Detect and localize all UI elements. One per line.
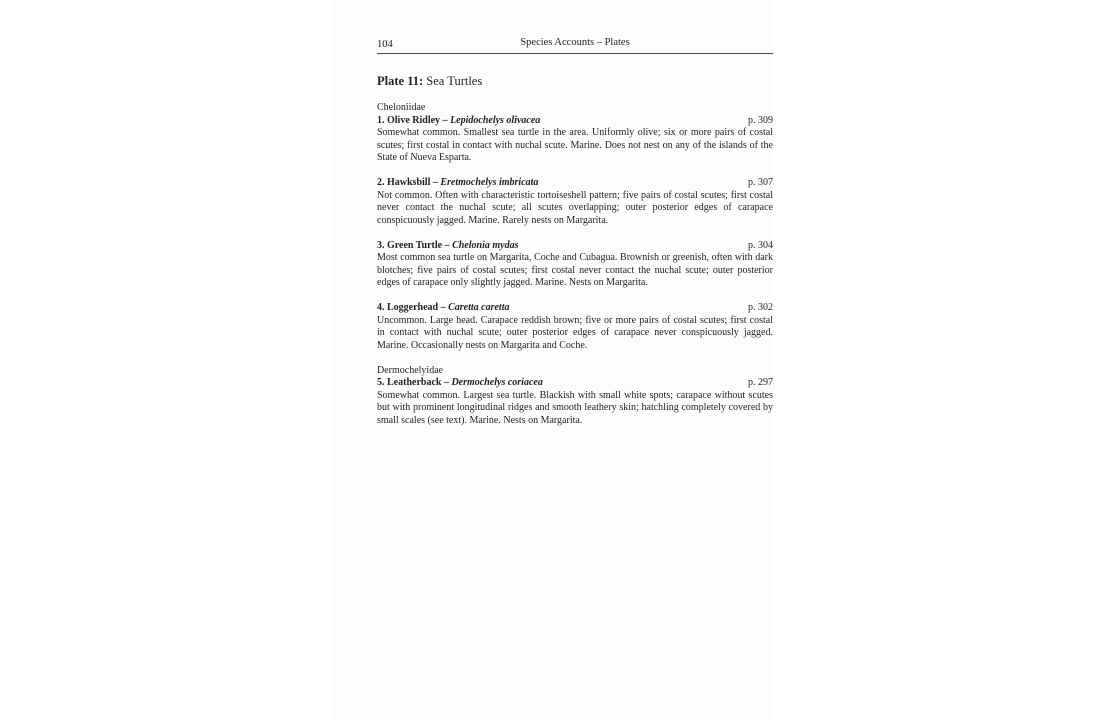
species-description: Not common. Often with characteristic tortoiseshell pattern; five pairs of costal scutes; first costal never contact the nuchal scute; all scutes overlapping; outer posterior edges of carapace conspicuously jagged. Marine. Rarely nests on Margarita. xyxy=(377,189,773,226)
species-entry-loggerhead xyxy=(377,302,773,352)
page-reference: p. 304 xyxy=(748,239,773,251)
species-common-name: 3. Green Turtle xyxy=(377,239,443,251)
plate-content xyxy=(377,73,773,440)
plate-title-text: Sea Turtles xyxy=(426,74,483,88)
species-scientific-name: Chelonia mydas xyxy=(452,239,519,251)
page-reference: p. 307 xyxy=(748,177,773,188)
species-scientific-name: Caretta caretta xyxy=(448,302,510,313)
page-number: 104 xyxy=(377,39,393,50)
species-entry-green-turtle xyxy=(377,240,773,290)
species-common-name: 2. Hawksbill xyxy=(377,177,431,188)
name-separator: – xyxy=(430,177,441,188)
page-reference: p. 309 xyxy=(748,114,773,126)
species-description: Most common sea turtle on Margarita, Coche and Cubagua. Brownish or greenish, often with dark blotches; five pairs of costal scutes; first costal never contact the nuchal scute; outer posterior edges of carapace only slightly jagged. Marine. Nests on Margarita. xyxy=(377,252,773,288)
species-common-name: 4. Loggerhead xyxy=(377,302,439,313)
name-separator: – xyxy=(442,239,453,251)
plate-title xyxy=(377,73,773,89)
family-heading-cheloniidae: Cheloniidae xyxy=(377,102,426,113)
species-heading xyxy=(377,115,773,128)
species-scientific-name: Dermochelys coriacea xyxy=(451,377,543,388)
species-heading xyxy=(377,240,773,253)
family-heading-dermochelyidae: Dermochelyidae xyxy=(377,364,444,376)
species-heading xyxy=(377,377,773,390)
species-entry-hawksbill xyxy=(377,177,773,227)
running-title: Species Accounts – Plates xyxy=(520,37,630,48)
name-separator: – xyxy=(438,302,449,313)
species-scientific-name: Lepidochelys olivacea xyxy=(450,114,541,126)
name-separator: – xyxy=(440,114,451,126)
running-header xyxy=(377,37,773,54)
species-heading xyxy=(377,302,773,315)
page-reference: p. 302 xyxy=(748,302,773,313)
page-reference: p. 297 xyxy=(748,377,773,388)
species-description: Somewhat common. Largest sea turtle. Blackish with small white spots; carapace without scutes but with prominent longitudinal ridges and smooth leathery skin; hatchling completely covered by small scales (see text). Marine. Nests on Margarita. xyxy=(377,389,773,426)
plate-label: Plate 11: xyxy=(377,74,424,88)
species-entry-olive-ridley xyxy=(377,115,773,165)
species-common-name: 5. Leatherback xyxy=(377,377,442,388)
species-description: Uncommon. Large head. Carapace reddish brown; five or more pairs of costal scutes; first costal in contact with nuchal scute; outer posterior edges of carapace never conspicuously jagged. Marine. Occasionally nests on Margarita and Coche. xyxy=(377,314,773,351)
species-description: Somewhat common. Smallest sea turtle in the area. Uniformly olive; six or more pairs of costal scutes; first costal in contact with nuchal scute. Marine. Does not nest on any of the islands of the State of Nueva Esparta. xyxy=(377,127,773,163)
species-entry-leatherback xyxy=(377,377,773,427)
species-common-name: 1. Olive Ridley xyxy=(377,114,441,126)
name-separator: – xyxy=(441,377,452,388)
species-heading xyxy=(377,177,773,190)
species-scientific-name: Eretmochelys imbricata xyxy=(440,177,539,188)
